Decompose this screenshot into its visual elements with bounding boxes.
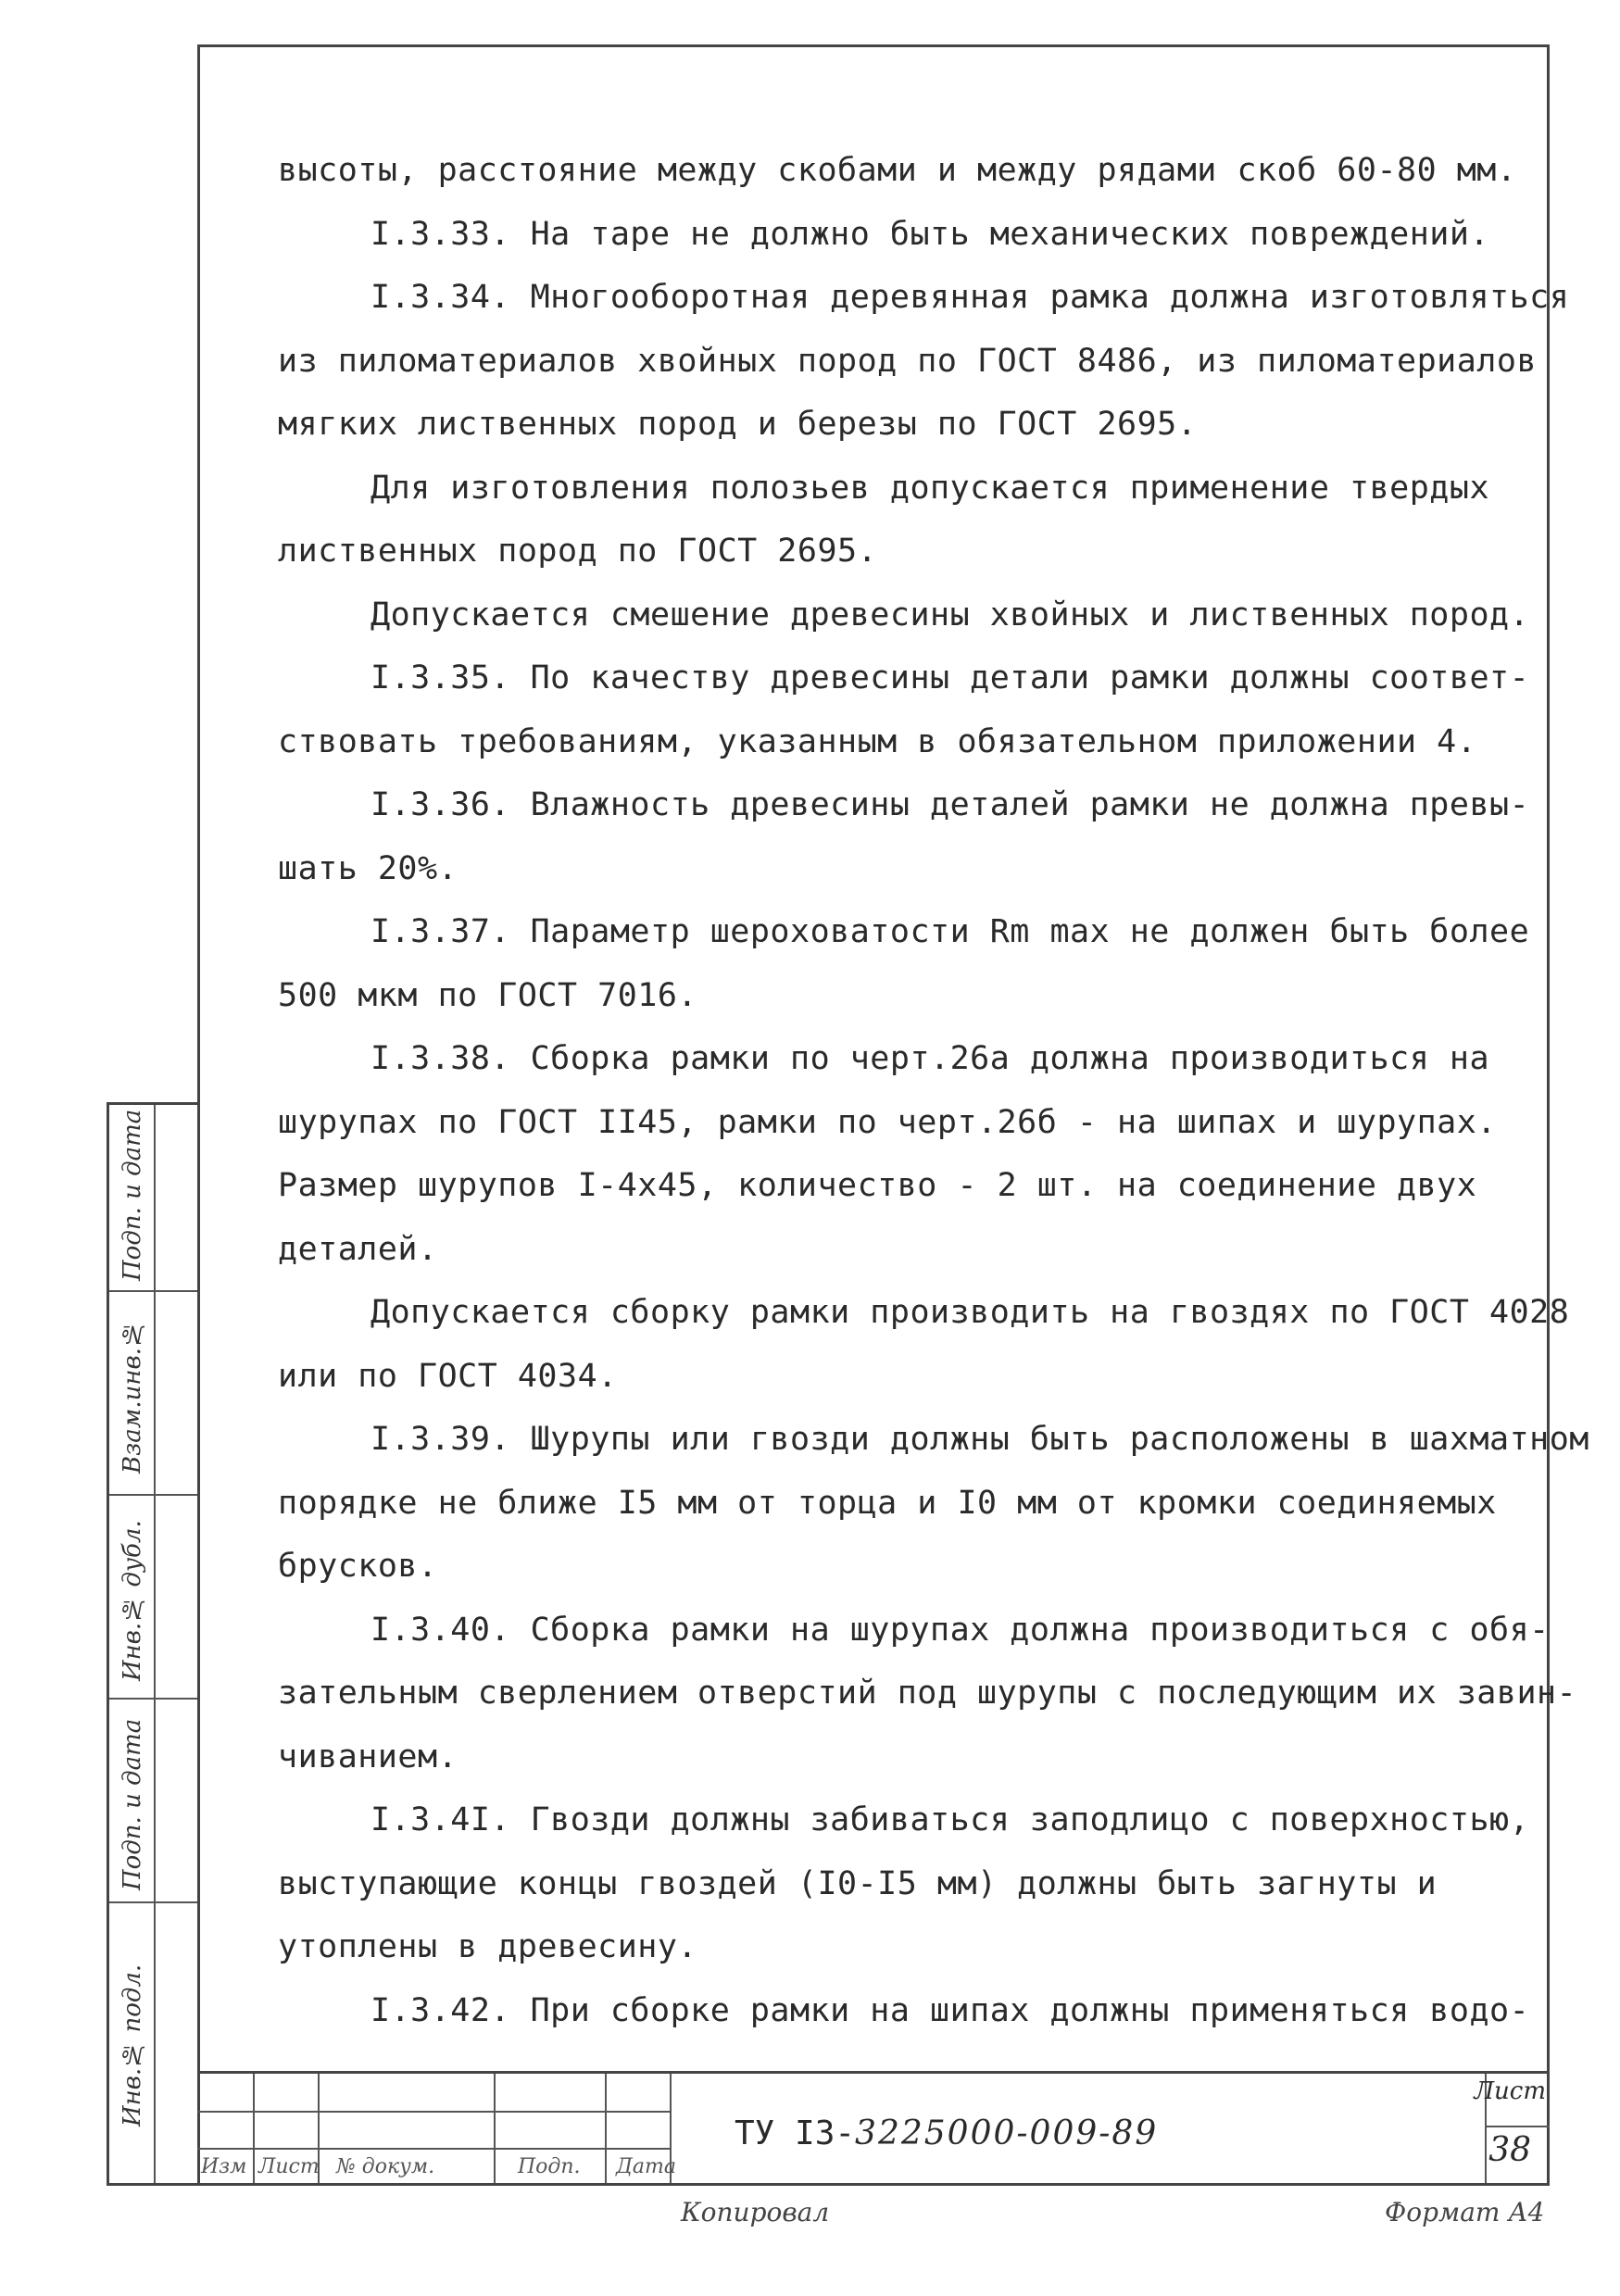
document-body (278, 139, 1589, 2042)
sheet-number: 38 (1488, 2131, 1531, 2169)
format-label: Формат А4 (1385, 2197, 1545, 2227)
text-line: I.3.40. Сборка рамки на шурупах должна производиться с обя- (370, 1611, 1550, 1649)
text-line: из пиломатериалов хвойных пород по ГОСТ 8486, из пиломатериалов (278, 342, 1538, 380)
text-line: шурупах по ГОСТ II45, рамки по черт.26б - на шипах и шурупах. (278, 1103, 1497, 1141)
col-label-sheet: Лист (258, 2155, 320, 2178)
text-line: высоты, расстояние между скобами и между рядами скоб 60-80 мм. (278, 152, 1517, 189)
text-line: I.3.4I. Гвозди должны забиваться заподлицо с поверхностью, (370, 1801, 1530, 1838)
title-block-row-line (197, 2148, 670, 2150)
text-line: чиванием. (278, 1738, 458, 1775)
title-block-row-line (197, 2111, 670, 2113)
text-line: I.3.34. Многооборотная деревянная рамка должна изготовляться (370, 279, 1570, 316)
stamp-label-replaced-inventory: Взам.инв.№ (119, 1320, 146, 1474)
margin-stamp-row-line (109, 1698, 197, 1700)
text-line: брусков. (278, 1548, 438, 1585)
col-label-change: Изм (201, 2155, 247, 2178)
margin-stamp-row-line (109, 1290, 197, 1292)
text-line: I.3.33. На таре не должно быть механических повреждений. (370, 215, 1490, 253)
text-line: I.3.42. При сборке рамки на шипах должны применяться водо- (370, 1991, 1530, 2029)
text-line: 500 мкм по ГОСТ 7016. (278, 976, 698, 1014)
col-label-document-number: № докум. (336, 2155, 435, 2178)
margin-stamp-row-line (109, 1494, 197, 1496)
stamp-label-sign-date-top: Подп. и дата (119, 1109, 146, 1281)
col-label-signature: Подп. (518, 2155, 581, 2178)
stamp-label-sign-date: Подп. и дата (119, 1718, 146, 1890)
text-line: I.3.39. Шурупы или гвозди должны быть расположены в шахматном (370, 1421, 1589, 1458)
margin-stamp-divider (154, 1105, 156, 2183)
text-line: лиственных пород по ГОСТ 2695. (278, 533, 878, 570)
margin-stamp-column (107, 1102, 197, 2186)
text-line: мягких лиственных пород и березы по ГОСТ 2695. (278, 406, 1198, 443)
text-line: или по ГОСТ 4034. (278, 1357, 618, 1395)
document-code (735, 2114, 1158, 2152)
text-line: I.3.37. Параметр шероховатости Rm max не должен быть более (370, 913, 1530, 950)
sheet-label: Лист (1474, 2077, 1546, 2105)
text-line: деталей. (278, 1230, 438, 1268)
text-line: ствовать требованиям, указанным в обязательном приложении 4. (278, 722, 1477, 760)
document-code-prefix: ТУ I3- (735, 2114, 856, 2152)
stamp-label-duplicate-inventory: Инв.№ дубл. (119, 1520, 146, 1681)
text-line: Размер шурупов I-4x45, количество - 2 шт. на соединение двух (278, 1167, 1477, 1204)
document-code-number: 3225000-009-89 (855, 2114, 1159, 2152)
text-line: I.3.38. Сборка рамки по черт.26а должна производиться на (370, 1040, 1490, 1077)
text-line: утоплены в древесину. (278, 1928, 698, 1965)
margin-stamp-row-line (109, 1901, 197, 1903)
text-line: I.3.36. Влажность древесины деталей рамки не должна превы- (370, 786, 1530, 823)
text-line: зательным сверлением отверстий под шурупы с последующим их завин- (278, 1675, 1577, 1712)
stamp-label-original-inventory: Инв.№ подл. (119, 1964, 146, 2127)
text-line: выступающие концы гвоздей (I0-I5 мм) должны быть загнуты и (278, 1864, 1438, 1902)
col-label-date: Дата (616, 2155, 676, 2178)
text-line: I.3.35. По качеству древесины детали рамки должны соответ- (370, 659, 1530, 696)
text-line: Допускается сборку рамки производить на гвоздях по ГОСТ 4028 (370, 1294, 1570, 1331)
text-line: Для изготовления полозьев допускается применение твердых (370, 469, 1490, 507)
title-block (197, 2071, 1550, 2186)
text-line: Допускается смешение древесины хвойных и лиственных пород. (370, 596, 1530, 634)
sheet-cell-line (1485, 2126, 1550, 2127)
text-line: шать 20%. (278, 849, 458, 887)
copied-by-label: Копировал (681, 2197, 830, 2227)
title-block-col-line (605, 2074, 607, 2183)
title-block-col-line (253, 2074, 255, 2183)
title-block-col-line (494, 2074, 496, 2183)
text-line: порядке не ближе I5 мм от торца и I0 мм от кромки соединяемых (278, 1484, 1497, 1522)
